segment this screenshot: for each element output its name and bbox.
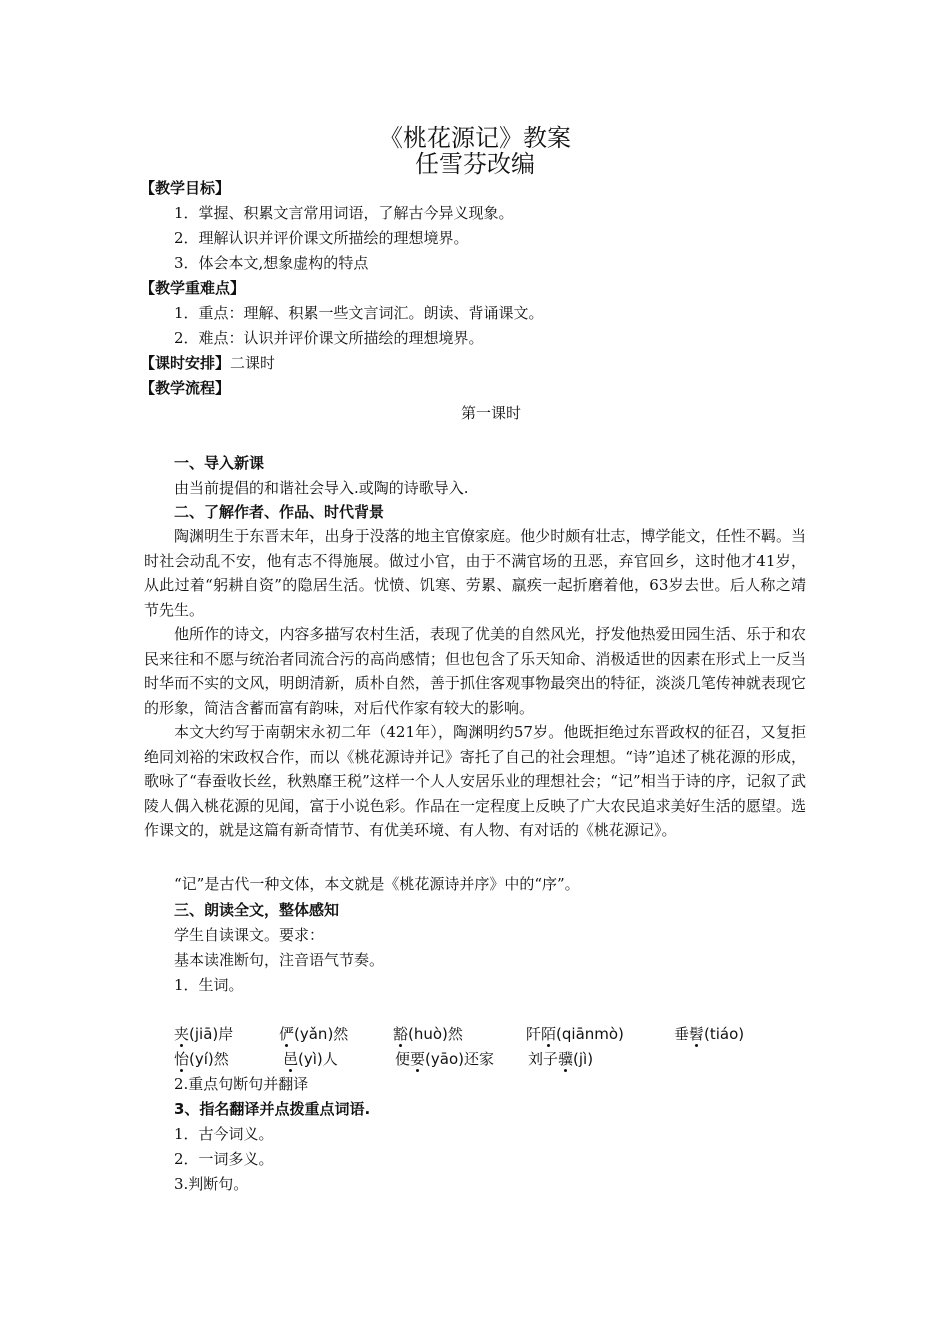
vocab-prefix: 阡 [526, 1025, 542, 1043]
section4-heading: 3、指名翻译并点拨重点词语. [174, 1100, 371, 1118]
page-title: 《桃花源记》教案 [379, 124, 571, 152]
vocab-dotted-char: 豁 [393, 1025, 409, 1043]
schedule-value: 二课时 [230, 354, 276, 372]
section1-text: 由当前提倡的和谐社会导入.或陶的诗歌导入. [174, 479, 469, 497]
vocab-pinyin: (huò)然 [408, 1025, 463, 1043]
process-heading: 【教学流程】 [140, 379, 231, 397]
section3-line: 基本读准断句，注音语气节奏。 [174, 951, 385, 969]
goal-item: 1．掌握、积累文言常用词语，了解古今异义现象。 [174, 204, 514, 222]
section1-heading: 一、导入新课 [174, 454, 265, 472]
section3-heading: 三、朗读全文，整体感知 [174, 901, 340, 919]
vocab-dotted-char: 骥 [558, 1050, 574, 1068]
vocab-prefix: 刘子 [528, 1050, 559, 1068]
vocab-pinyin: (yì)人 [298, 1050, 338, 1068]
vocab-item [674, 1024, 744, 1044]
goal-item: 3．体会本文,想象虚构的特点 [174, 254, 369, 272]
author-bio-paragraph: 陶渊明生于东晋末年，出身于没落的地主官僚家庭。他少时颇有壮志，博学能文，任性不羁。当时社会动乱不安，他有志不得施展。做过小官，由于不满官场的丑恶，弃官回乡，这时他才41岁，从此过着“躬耕自资”的隐居生活。忧愤、饥寒、劳累、羸疾一起折磨着他，63岁去世。后人称之靖节先生。 [144, 527, 806, 619]
vocab-dotted-char: 陌 [541, 1025, 557, 1043]
vocab-dotted-char: 邑 [283, 1050, 299, 1068]
vocab-dotted-char: 夹 [174, 1025, 190, 1043]
section2-heading: 二、了解作者、作品、时代背景 [174, 503, 385, 521]
vocab-pinyin: (yāo)还家 [425, 1050, 494, 1068]
vocab-pinyin: (yǎn)然 [294, 1025, 349, 1043]
section4-item: 3.判断句。 [174, 1175, 249, 1193]
section3-line: 1．生词。 [174, 976, 244, 994]
style-paragraph: 他所作的诗文，内容多描写农村生活，表现了优美的自然风光，抒发他热爱田园生活、乐于和农民来往和不愿与统治者同流合污的高尚感情；但也包含了乐天知命、消极适世的因素在形式上一反当时华而不实的文风，明朗清新，质朴自然，善于抓住客观事物最突出的特征，淡淡几笔传神就表现它的形象，简洁含蓄而富有韵味，对后代作家有较大的影响。 [144, 625, 806, 717]
vocab-pinyin: (yí)然 [189, 1050, 229, 1068]
section4-item: 1．古今词义。 [174, 1125, 274, 1143]
vocab-item [526, 1024, 624, 1044]
vocab-item [283, 1049, 338, 1069]
vocab-dotted-char: 要 [410, 1050, 426, 1068]
vocab-prefix: 垂 [674, 1025, 690, 1043]
vocab-pinyin: (qiānmò) [556, 1025, 624, 1043]
vocab-pinyin: (jì) [573, 1050, 594, 1068]
keypoints-heading: 【教学重难点】 [140, 279, 246, 297]
lesson-label: 第一课时 [460, 404, 521, 422]
section3-line: 学生自读课文。要求： [174, 926, 325, 944]
vocab-dotted-char: 俨 [279, 1025, 295, 1043]
goals-heading: 【教学目标】 [140, 179, 231, 197]
vocab-item [393, 1024, 463, 1044]
page-author: 任雪芬改编 [415, 150, 535, 178]
schedule-line [140, 353, 275, 373]
keypoint-item: 1．重点：理解、积累一些文言词汇。朗读、背诵课文。 [174, 304, 544, 322]
vocab-item [528, 1049, 593, 1069]
vocab-item [174, 1024, 233, 1044]
section4-item: 2．一词多义。 [174, 1150, 274, 1168]
vocab-pinyin: (tiáo) [704, 1025, 745, 1043]
background-paragraph: 本文大约写于南朝宋永初二年（421年），陶渊明约57岁。他既拒绝过东晋政权的征召，又复拒绝同刘裕的宋政权合作，而以《桃花源诗并记》寄托了自己的社会理想。“诗”追述了桃花源的形成，歌咏了“春蚕收长丝，秋熟靡王税”这样一个人人安居乐业的理想社会；“记”相当于诗的序，记叙了武陵人偶入桃花源的见闻，富于小说色彩。作品在一定程度上反映了广大农民追求美好生活的愿望。选作课文的，就是这篇有新奇情节、有优美环境、有人物、有对话的《桃花源记》。 [144, 723, 806, 839]
keypoint-item: 2．难点：认识并评价课文所描绘的理想境界。 [174, 329, 484, 347]
vocab-dotted-char: 髫 [689, 1025, 705, 1043]
schedule-heading: 【课时安排】 [140, 354, 231, 372]
genre-paragraph: “记”是古代一种文体，本文就是《桃花源诗并序》中的“序”。 [174, 875, 580, 893]
vocab-item [395, 1049, 494, 1069]
vocab-prefix: 便 [395, 1050, 411, 1068]
vocab-dotted-char: 怡 [174, 1050, 190, 1068]
goal-item: 2．理解认识并评价课文所描绘的理想境界。 [174, 229, 469, 247]
section3-line: 2.重点句断句并翻译 [174, 1075, 309, 1093]
vocab-pinyin: (jiā)岸 [189, 1025, 234, 1043]
vocab-item [174, 1049, 229, 1069]
vocab-item [279, 1024, 348, 1044]
